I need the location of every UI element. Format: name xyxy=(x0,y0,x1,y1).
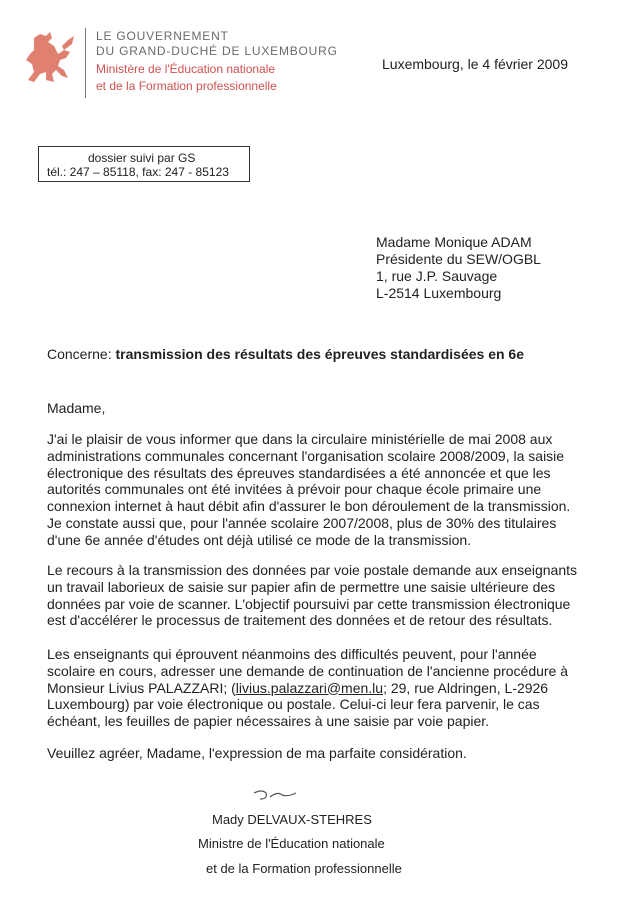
government-name-line2: DU GRAND-DUCHÉ DE LUXEMBOURG xyxy=(96,44,338,58)
ministry-name-line2: et de la Formation professionnelle xyxy=(96,79,277,93)
letter-date: Luxembourg, le 4 février 2009 xyxy=(382,56,568,72)
paragraph-line: connexion internet à haut débit afin d'assurer le bon déroulement de la transmission. xyxy=(47,498,571,515)
paragraph-line: administrations communales concernant l'organisation scolaire 2008/2009, la saisie xyxy=(47,447,565,464)
ministry-name-line1: Ministère de l'Éducation nationale xyxy=(96,62,276,76)
recipient-name: Madame Monique ADAM xyxy=(376,234,532,250)
paragraph-line: électronique des résultats des épreuves standardisées a été annoncée et que les xyxy=(47,464,551,481)
paragraph-line: un travail laborieux de saisie sur papier afin de permettre une saisie ultérieure des xyxy=(47,578,556,595)
paragraph-line: Les enseignants qui éprouvent néanmoins des difficultés peuvent, pour l'année xyxy=(47,646,537,662)
subject-line xyxy=(47,346,524,362)
handwritten-signature xyxy=(250,785,300,805)
dossier-handler: dossier suivi par GS xyxy=(88,151,196,165)
paragraph-line xyxy=(47,680,595,697)
paragraph-line: autorités communales ont été invitées à prévoir pour chaque école primaire une xyxy=(47,481,542,498)
recipient-city: L-2514 Luxembourg xyxy=(376,285,502,301)
paragraph-line: Le recours à la transmission des données par voie postale demande aux enseignants xyxy=(47,562,577,578)
government-name-line1: LE GOUVERNEMENT xyxy=(96,29,229,43)
paragraph-line: échéant, les feuilles de papier nécessaires à une saisie par voie papier. xyxy=(47,713,490,730)
paragraph-line: est d'accélérer le processus de traitement des données et de retour des résultats. xyxy=(47,612,553,629)
subject-text: transmission des résultats des épreuves standardisées en 6e xyxy=(115,346,525,362)
recipient-title: Présidente du SEW/OGBL xyxy=(376,251,541,267)
paragraph-line: Je constate aussi que, pour l'année scolaire 2007/2008, plus de 30% des titulaires xyxy=(47,514,557,531)
body-paragraph-3 xyxy=(47,646,595,730)
red-lion-icon xyxy=(20,30,76,86)
recipient-street: 1, rue J.P. Sauvage xyxy=(376,268,498,284)
subject-prefix: Concerne: xyxy=(47,346,112,362)
letterhead-divider xyxy=(85,28,86,98)
body-paragraph-1 xyxy=(47,431,595,549)
signatory-name: Mady DELVAUX-STEHRES xyxy=(212,812,372,827)
salutation: Madame, xyxy=(47,400,106,416)
paragraph-line: données par voie de scanner. L'objectif poursuivi par cette transmission électronique xyxy=(47,595,571,612)
closing-formula: Veuillez agréer, Madame, l'expression de ma parfaite considération. xyxy=(47,745,467,761)
paragraph-line: scolaire en cours, adresser une demande de continuation de l'ancienne procédure à xyxy=(47,662,569,679)
body-paragraph-2 xyxy=(47,562,595,629)
dossier-phone-fax: tél.: 247 – 85118, fax: 247 - 85123 xyxy=(47,165,229,179)
signatory-title-line2: et de la Formation professionnelle xyxy=(206,861,402,876)
contact-email-link[interactable]: livius.palazzari@men.lu xyxy=(235,679,384,696)
contact-name-text: Monsieur Livius PALAZZARI; ( xyxy=(47,679,236,696)
paragraph-line: J'ai le plaisir de vous informer que dans la circulaire ministérielle de mai 2008 aux xyxy=(47,431,553,447)
signatory-title-line1: Ministre de l'Éducation nationale xyxy=(198,836,385,851)
paragraph-line: d'une 6e année d'études ont déjà utilisé ce mode de la transmission. xyxy=(47,531,472,548)
contact-address-text: ; 29, rue Aldringen, L-2926 xyxy=(383,679,549,696)
paragraph-line: Luxembourg) par voie électronique ou postale. Celui-ci leur fera parvenir, le cas xyxy=(47,696,540,713)
